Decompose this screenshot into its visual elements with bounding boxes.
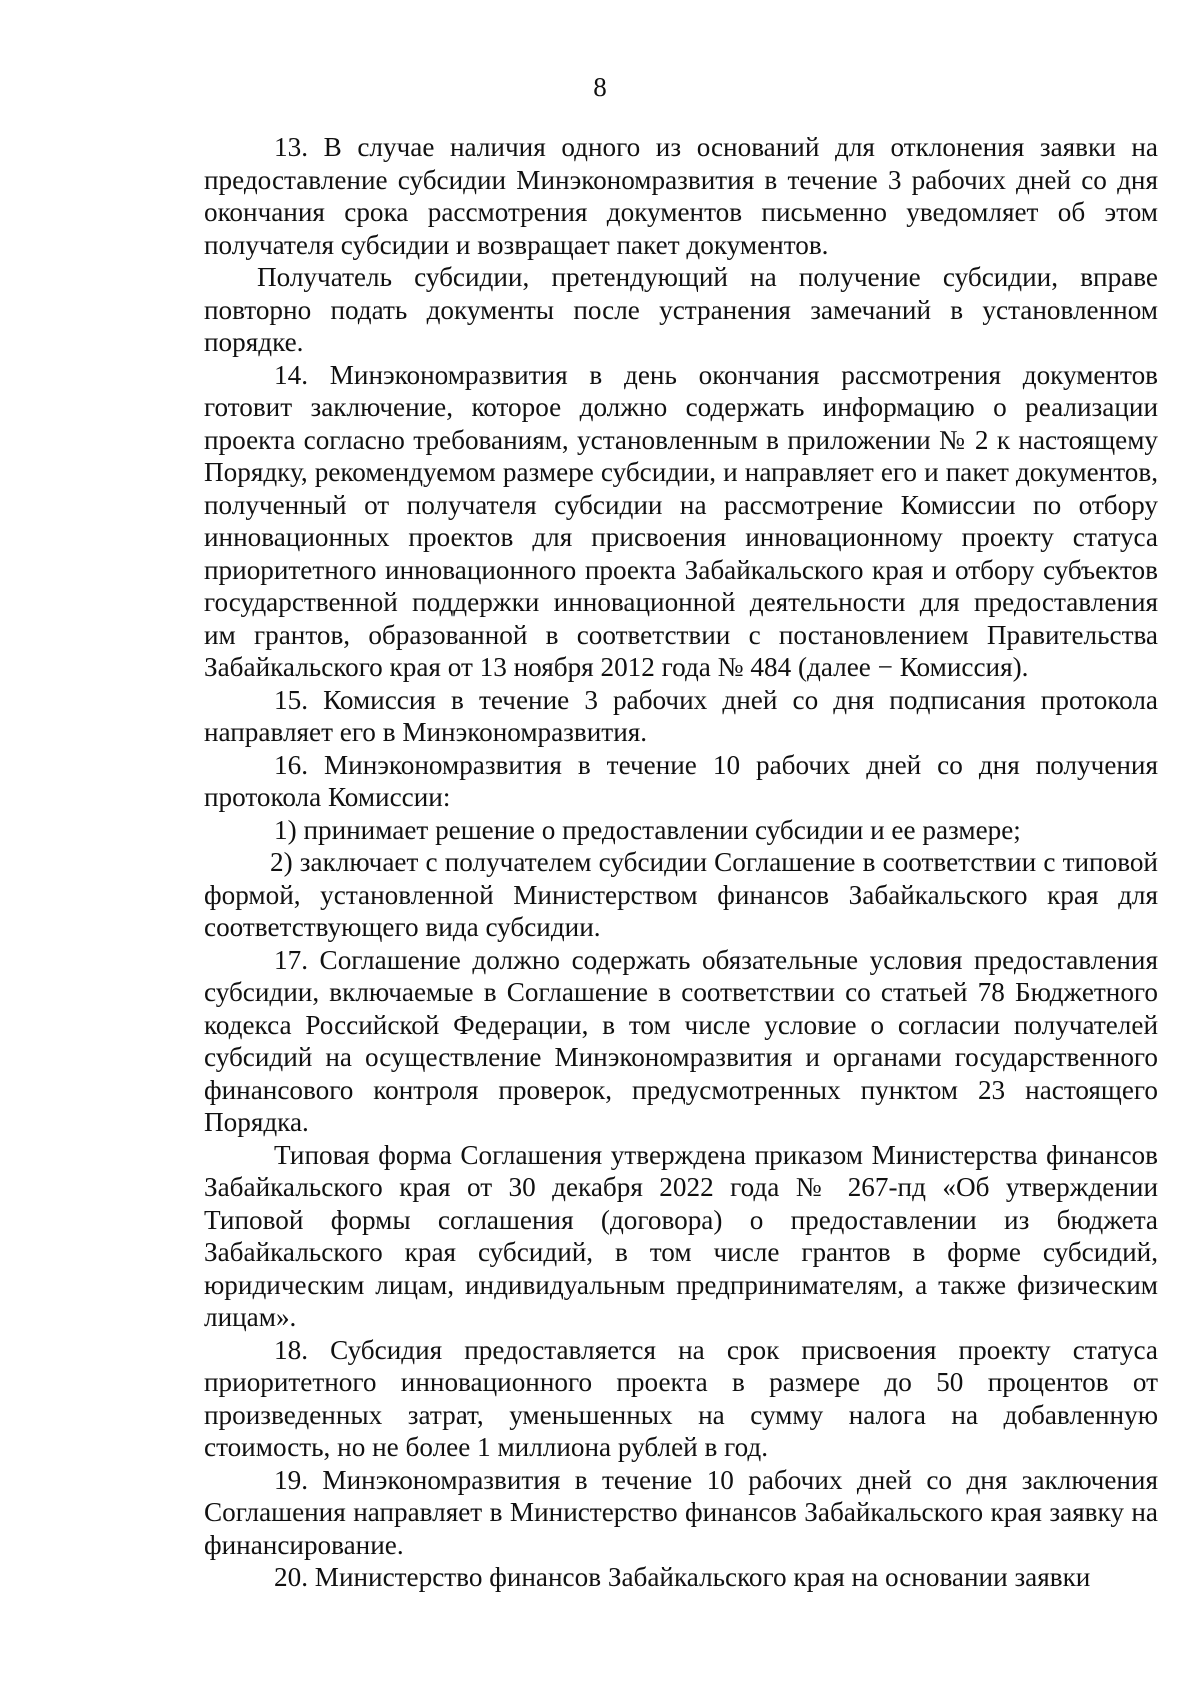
paragraph-typical-form: Типовая форма Соглашения утверждена приказом Министерства финансов Забайкальского края от 30 декабря 2022 года № 267-пд «Об утверждении Типовой формы соглашения (договора) о предоставлении из бюджета Забайкальского края субсидий, в том числе грантов в форме субсидий, юридическим лицам, индивидуальным предпринимателям, а также физическим лицам».: [204, 1139, 1158, 1332]
paragraph-15: 15. Комиссия в течение 3 рабочих дней со дня подписания протокола направляет его в Минэкономразвития.: [204, 684, 1158, 747]
paragraph-14: 14. Минэкономразвития в день окончания рассмотрения документов готовит заключение, которое должно содержать информацию о реализации проекта согласно требованиям, установленным в приложении № 2 к настоящему Порядку, рекомендуемом размере субсидии, и направляет его и пакет документов, полученный от получателя субсидии на рассмотрение Комиссии по отбору инновационных проектов для присвоения инновационному проекту статуса приоритетного инновационного проекта Забайкальского края и отбору субъектов государственной поддержки инновационной деятельности для предоставления им грантов, образованной в соответствии с постановлением Правительства Забайкальского края от 13 ноября 2012 года № 484 (далее − Комиссия).: [204, 359, 1158, 682]
page-number: 8: [593, 72, 607, 102]
paragraph-16-item-2: 2) заключает с получателем субсидии Соглашение в соответствии с типовой формой, установленной Министерством финансов Забайкальского края для соответствующего вида субсидии.: [204, 847, 1158, 942]
paragraph-19: 19. Минэкономразвития в течение 10 рабочих дней со дня заключения Соглашения направляет в Министерство финансов Забайкальского края заявку на финансирование.: [204, 1464, 1158, 1560]
paragraph-18: 18. Субсидия предоставляется на срок присвоения проекту статуса приоритетного инновационного проекта в размере до 50 процентов от произведенных затрат, уменьшенных на сумму налога на добавленную стоимость, но не более 1 миллиона рублей в год.: [204, 1334, 1158, 1462]
document-body: [204, 131, 1158, 1594]
paragraph-16: 16. Минэкономразвития в течение 10 рабочих дней со дня получения протокола Комиссии:: [204, 749, 1158, 812]
paragraph-13: 13. В случае наличия одного из оснований для отклонения заявки на предоставление субсидии Минэкономразвития в течение 3 рабочих дней со дня окончания срока рассмотрения документов письменно уведомляет об этом получателя субсидии и возвращает пакет документов.: [204, 132, 1158, 260]
paragraph-20: 20. Министерство финансов Забайкальского края на основании заявки: [274, 1562, 1091, 1592]
paragraph-17: 17. Соглашение должно содержать обязательные условия предоставления субсидии, включаемые в Соглашение в соответствии со статьей 78 Бюджетного кодекса Российской Федерации, в том числе условие о согласии получателей субсидий на осуществление Минэкономразвития и органами государственного финансового контроля проверок, предусмотренных пунктом 23 настоящего Порядка.: [204, 944, 1158, 1137]
paragraph-resubmission: Получатель субсидии, претендующий на получение субсидии, вправе повторно подать документы после устранения замечаний в установленном порядке.: [204, 262, 1158, 357]
paragraph-16-item-1: 1) принимает решение о предоставлении субсидии и ее размере;: [274, 814, 1021, 845]
